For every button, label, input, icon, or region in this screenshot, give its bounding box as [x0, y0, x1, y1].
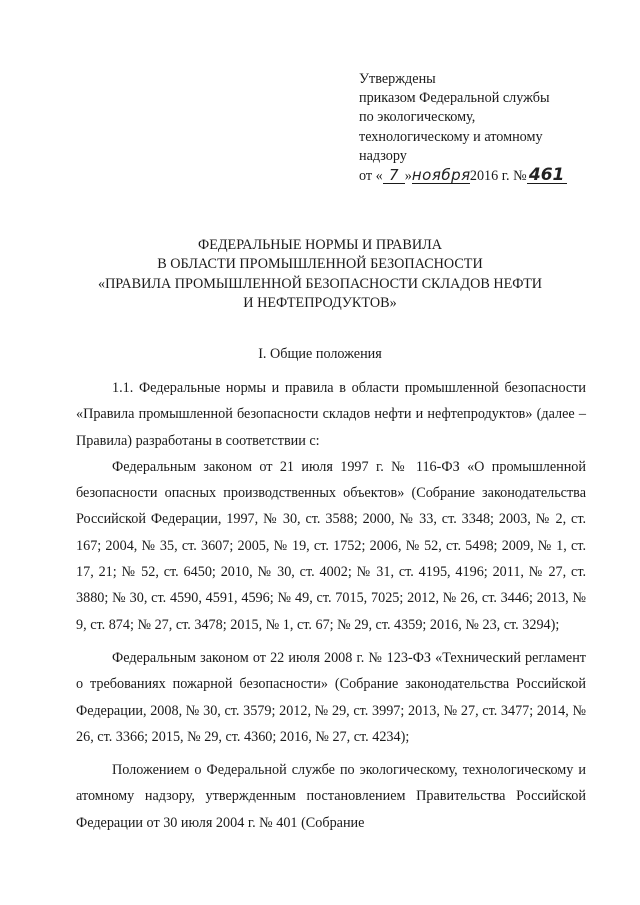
title-line: ФЕДЕРАЛЬНЫЕ НОРМЫ И ПРАВИЛА [198, 237, 442, 253]
title-line: «ПРАВИЛА ПРОМЫШЛЕННОЙ БЕЗОПАСНОСТИ СКЛАДОВ НЕФТИ [97, 275, 543, 292]
title-line: В ОБЛАСТИ ПРОМЫШЛЕННОЙ БЕЗОПАСНОСТИ [157, 256, 483, 273]
approval-line: технологическому и атомному [359, 128, 543, 145]
approval-date-line [359, 167, 619, 186]
approval-line: по экологическому, [359, 109, 476, 126]
document-body [76, 375, 586, 836]
handwritten-month: ноября [411, 166, 471, 185]
paragraph [76, 645, 586, 750]
handwritten-day: 7 [383, 167, 405, 184]
approval-block [359, 70, 619, 186]
section-heading: I. Общие положения [258, 346, 382, 362]
approval-line: приказом Федеральной службы [359, 90, 550, 107]
approval-line: надзору [359, 147, 407, 164]
paragraph-text: 1.1. Федеральные нормы и правила в области промышленной безопасности «Правила промышленной безопасности складов нефти и нефтепродуктов» (далее – Правила) разработаны в соответствии с: [76, 380, 586, 449]
paragraph [76, 757, 586, 836]
paragraph [76, 375, 586, 454]
approval-line: Утверждены [359, 71, 436, 87]
date-prefix: от « [359, 168, 383, 185]
title-line: И НЕФТЕПРОДУКТОВ» [243, 294, 397, 311]
paragraph-text: Федеральным законом от 22 июля 2008 г. № 123-ФЗ «Технический регламент о требованиях пожарной безопасности» (Собрание законодательства Российской Федерации, 2008, № 30, ст. 3579; 2012, № 29, ст. 3997; 2013, № 27, ст. 3477; 2014, № 26, ст. 3366; 2015, № 29, ст. 4360; 2016, № 27, ст. 4234); [76, 649, 586, 745]
date-day-close: » [404, 168, 412, 185]
paragraph [76, 454, 586, 638]
paragraph-text: Положением о Федеральной службе по экологическому, технологическому и атомному надзору, утвержденным постановлением Правительства Российской Федерации от 30 июля 2004 г. № 401 (Собрание [76, 762, 586, 831]
handwritten-order-number: 461 [527, 167, 567, 184]
date-year-text: 2016 г. № [469, 168, 527, 185]
document-title [40, 236, 600, 313]
paragraph-text: Федеральным законом от 21 июля 1997 г. № 116-ФЗ «О промышленной безопасности опасных производственных объектов» (Собрание законодательства Российской Федерации, 1997, № 30, ст. 3588; 2000, № 33, ст. 3348; 2003, № 2, ст. 167; 2004, № 35, ст. 3607; 2005, № 19, ст. 1752; 2006, № 52, ст. 5498; 2009, № 1, ст. 17, 21; № 52, ст. 6450; 2010, № 30, ст. 4002; № 31, ст. 4195, 4196; 2011, № 27, ст. 3880; № 30, ст. 4590, 4591, 4596; № 49, ст. 7015, 7025; 2012, № 26, ст. 3446; 2013, № 9, ст. 874; № 27, ст. 3478; 2015, № 1, ст. 67; № 29, ст. 4359; 2016, № 23, ст. 3294); [76, 458, 586, 633]
